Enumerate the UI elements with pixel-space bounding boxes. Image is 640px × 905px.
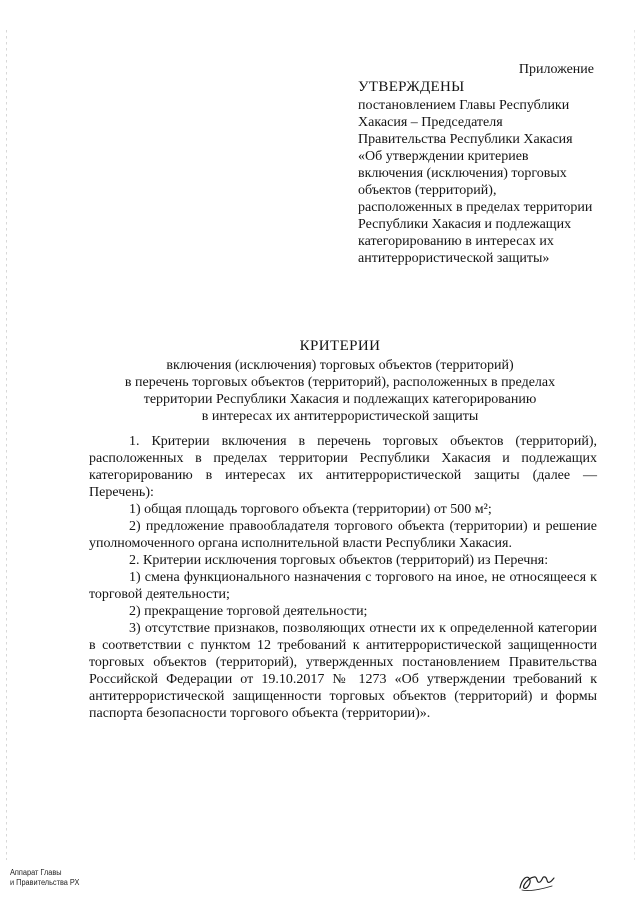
approved-heading: УТВЕРЖДЕНЫ — [358, 79, 465, 95]
approval-line: категорированию в интересах их — [358, 234, 554, 249]
approval-line: Республики Хакасия и подлежащих — [358, 217, 572, 232]
appendix-label: Приложение — [518, 62, 594, 77]
document-body — [89, 433, 597, 722]
body-paragraph: 1) общая площадь торгового объекта (территории) от 500 м²; — [129, 502, 492, 517]
stamp-line: Аппарат Главы — [10, 868, 62, 877]
office-stamp — [10, 868, 79, 888]
document-title-block — [80, 338, 600, 425]
approval-line: антитеррористической защиты» — [358, 251, 550, 266]
handwritten-signature-icon — [516, 868, 556, 896]
approval-line: постановлением Главы Республики — [358, 98, 570, 113]
scan-edge-left — [6, 30, 7, 860]
body-paragraph: 2) предложение правообладателя торгового объекта (территории) и решение уполномоченного органа исполнительной власти Республики Хакасия. — [89, 519, 597, 551]
approval-block — [358, 79, 608, 267]
approval-line: Правительства Республики Хакасия — [358, 132, 573, 147]
body-paragraph: 2. Критерии исключения торговых объектов (территорий) из Перечня: — [129, 553, 549, 568]
body-paragraph: 3) отсутствие признаков, позволяющих отнести их к определенной категории в соответствии с пунктом 12 требований к антитеррористической защищенности торговых объектов (территорий), утвержденных постановлением Правительства Российской Федерации от 19.10.2017 № 1273 «Об утверждении требований к антитеррористической защищенности торговых объектов (территорий) и формы паспорта безопасности торгового объекта (территории)». — [89, 621, 597, 721]
scan-edge-right — [634, 30, 635, 860]
approval-line: «Об утверждении критериев — [358, 149, 529, 164]
approval-line: объектов (территорий), — [358, 183, 497, 198]
body-paragraph: 1) смена функционального назначения с торгового на иное, не относящееся к торговой деятельности; — [89, 570, 597, 602]
approval-line: включения (исключения) торговых — [358, 166, 567, 181]
approval-line: Хакасия – Председателя — [358, 115, 503, 130]
document-subtitle-line: в интересах их антитеррористической защиты — [201, 409, 479, 424]
document-subtitle-line: в перечень торговых объектов (территорий), расположенных в пределах — [124, 375, 556, 390]
approval-line: расположенных в пределах территории — [358, 200, 593, 215]
document-subtitle-line: включения (исключения) торговых объектов (территорий) — [166, 358, 514, 373]
body-paragraph: 1. Критерии включения в перечень торговых объектов (территорий), расположенных в пределах территории Республики Хакасия и подлежащих категорированию в интересах их антитеррористической защиты (далее — Перечень): — [89, 434, 597, 500]
stamp-line: и Правительства РХ — [10, 878, 80, 887]
body-paragraph: 2) прекращение торговой деятельности; — [129, 604, 368, 619]
document-subtitle-line: территории Республики Хакасия и подлежащих категорированию — [143, 392, 537, 407]
document-title: КРИТЕРИИ — [299, 338, 381, 354]
